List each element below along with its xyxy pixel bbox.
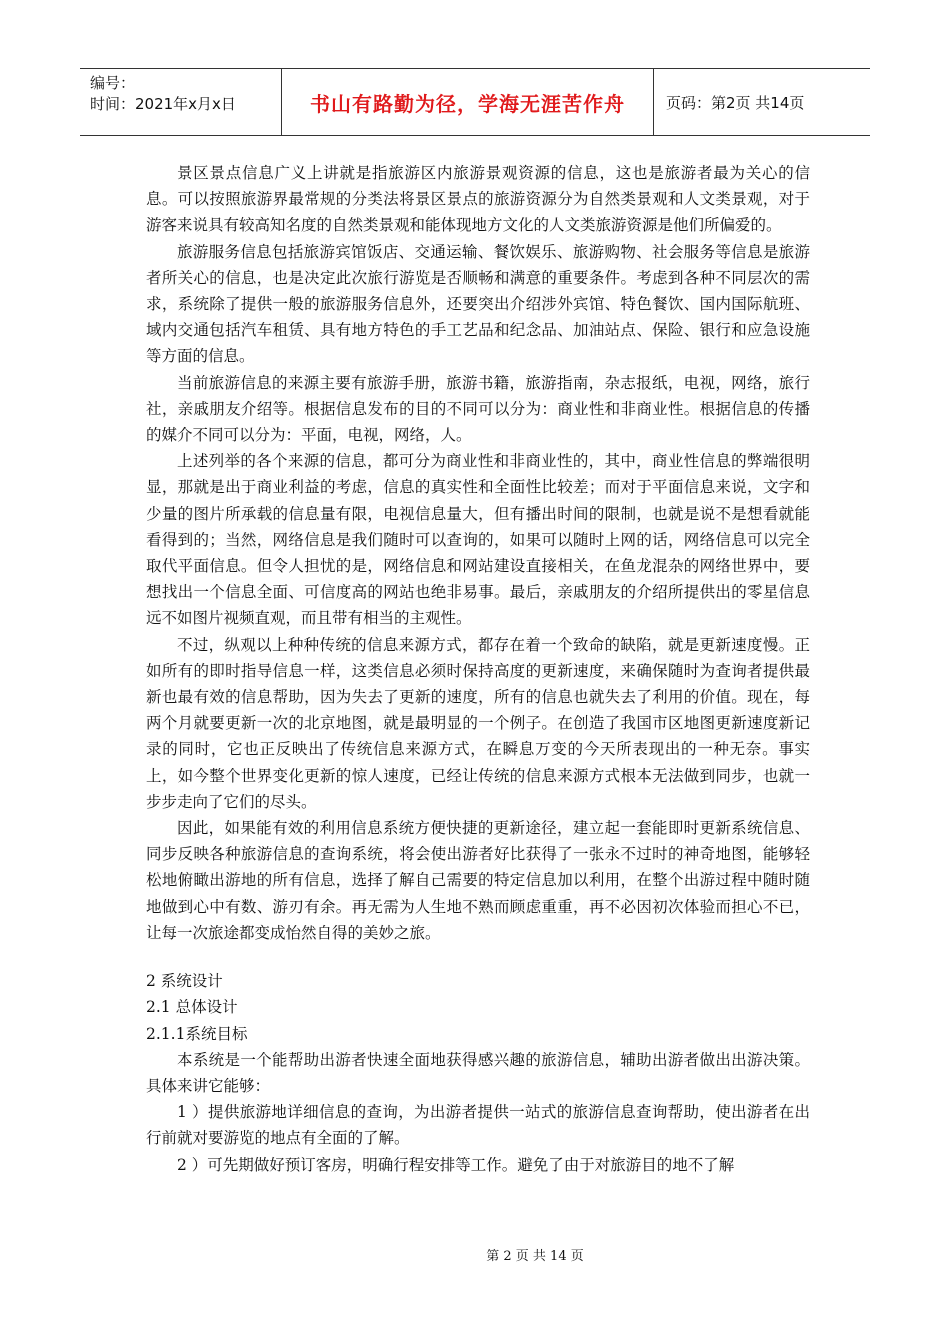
paragraph: 当前旅游信息的来源主要有旅游手册，旅游书籍，旅游指南，杂志报纸，电视，网络，旅行社，亲戚朋友介绍等。根据信息发布的目的不同可以分为：商业性和非商业性。根据信息的传播的媒介不同可以分为：平面，电视，网络，人。 xyxy=(146,373,810,445)
paragraph: 本系统是一个能帮助出游者快速全面地获得感兴趣的旅游信息，辅助出游者做出出游决策。具体来讲它能够： xyxy=(146,1050,810,1095)
number-label: 编号： xyxy=(90,74,136,92)
section-heading-2: 2 系统设计 xyxy=(146,972,223,991)
document-body xyxy=(146,160,810,1178)
paragraph: 不过，纵观以上种种传统的信息来源方式，都存在着一个致命的缺陷，就是更新速度慢。正如所有的即时指导信息一样，这类信息必须时保持高度的更新速度，来确保随时为查询者提供最新也最有效的信息帮助，因为失去了更新的速度，所有的信息也就失去了利用的价值。现在，每两个月就要更新一次的北京地图，就是最明显的一个例子。在创造了我国市区地图更新速度新记录的同时，它也正反映出了传统信息来源方式，在瞬息万变的今天所表现出的一种无奈。事实上，如今整个世界变化更新的惊人速度，已经让传统的信息来源方式根本无法做到同步，也就一步步走向了它们的尽头。 xyxy=(146,635,810,811)
page-header xyxy=(80,68,870,136)
header-page-info: 页码：第2页 共14页 xyxy=(666,93,805,112)
date-label: 时间：2021年x月x日 xyxy=(90,95,236,113)
header-meta xyxy=(80,69,282,135)
page-footer: 第 2 页 共 14 页 xyxy=(486,1249,584,1264)
paragraph: 上述列举的各个来源的信息，都可分为商业性和非商业性的，其中，商业性信息的弊端很明显，那就是出于商业利益的考虑，信息的真实性和全面性比较差；而对于平面信息来说，文字和少量的图片所承载的信息量有限，电视信息量大，但有播出时间的限制，也就是说不是想看就能看得到的；当然，网络信息是我们随时可以查询的，如果可以随时上网的话，网络信息可以完全取代平面信息。但令人担忧的是，网络信息和网站建设直接相关，在鱼龙混杂的网络世界中，要想找出一个信息全面、可信度高的网站也绝非易事。最后，亲戚朋友的介绍所提供出的零星信息远不如图片视频直观，而且带有相当的主观性。 xyxy=(146,452,810,628)
paragraph: 景区景点信息广义上讲就是指旅游区内旅游景观资源的信息，这也是旅游者最为关心的信息。可以按照旅游界最常规的分类法将景区景点的旅游资源分为自然类景观和人文类景观，对于游客来说具有较高知名度的自然类景观和能体现地方文化的人文类旅游资源是他们所偏爱的。 xyxy=(146,164,810,235)
section-heading-2-1: 2.1 总体设计 xyxy=(146,998,238,1017)
section-heading-2-1-1: 2.1.1系统目标 xyxy=(146,1024,248,1043)
paragraph: 因此，如果能有效的利用信息系统方便快捷的更新途径，建立起一套能即时更新系统信息、同步反映各种旅游信息的查询系统，将会使出游者好比获得了一张永不过时的神奇地图，能够轻松地俯瞰出游地的所有信息，选择了解自己需要的特定信息加以利用，在整个出游过程中随时随地做到心中有数、游刃有余。再无需为人生地不熟而顾虑重重，再不必因初次体验而担心不已，让每一次旅途都变成怡然自得的美妙之旅。 xyxy=(146,819,810,942)
header-motto: 书山有路勤为径，学海无涯苦作舟 xyxy=(282,69,654,135)
paragraph: 1 ）提供旅游地详细信息的查询，为出游者提供一站式的旅游信息查询帮助，使出游者在出行前就对要游览的地点有全面的了解。 xyxy=(146,1103,810,1148)
paragraph: 2 ）可先期做好预订客房，明确行程安排等工作。避免了由于对旅游目的地不了解 xyxy=(177,1155,735,1174)
paragraph: 旅游服务信息包括旅游宾馆饭店、交通运输、餐饮娱乐、旅游购物、社会服务等信息是旅游者所关心的信息，也是决定此次旅行游览是否顺畅和满意的重要条件。考虑到各种不同层次的需求，系统除了提供一般的旅游服务信息外，还要突出介绍涉外宾馆、特色餐饮、国内国际航班、域内交通包括汽车租赁、具有地方特色的手工艺品和纪念品、加油站点、保险、银行和应急设施等方面的信息。 xyxy=(146,242,810,366)
